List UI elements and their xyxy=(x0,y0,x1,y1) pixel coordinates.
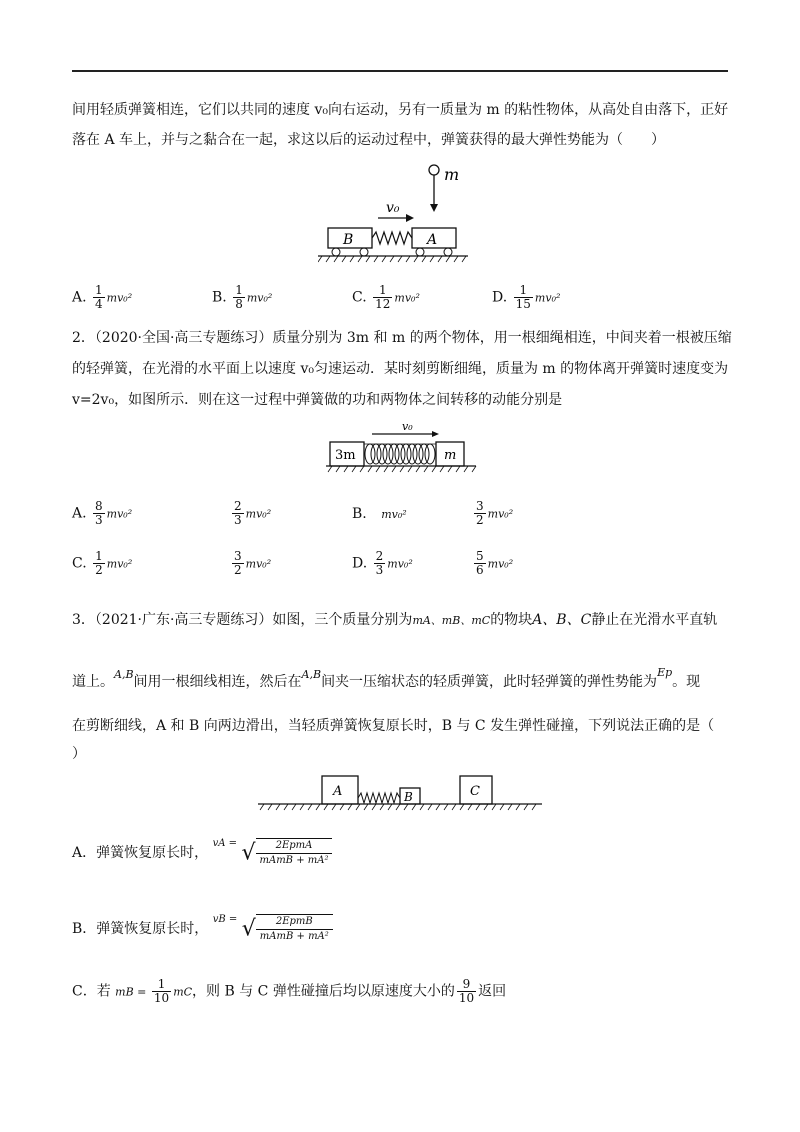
q2-option-a[interactable]: A. $\frac{8}{3}$ mv₀² xyxy=(72,499,133,527)
q3-figure xyxy=(258,772,548,816)
q2-line2: 的轻弹簧，在光滑的水平面上以速度 v₀匀速运动．某时刻剪断细绳，质量为 m 的物体离开弹簧时速度变为 xyxy=(72,361,729,377)
q2-option-d[interactable]: D. $\frac{2}{3}$ mv₀² xyxy=(352,549,413,577)
header-rule xyxy=(72,70,728,72)
q1-option-c[interactable]: C. $\frac{1}{12}$ mv₀² xyxy=(352,283,420,311)
q3-block-a-label: A xyxy=(333,784,343,799)
q3-block-b-label: B xyxy=(404,790,413,804)
q2-option-c-second: $\frac{3}{2}$ mv₀² xyxy=(234,549,272,577)
q1-velocity-label: v₀ xyxy=(386,200,400,216)
q3-option-b[interactable]: B．弹簧恢复原长时， vB = √ 2EpmB mAmB + mA² xyxy=(72,914,333,944)
q3-line2: 道上。$^{A,B}$间用一根细线相连，然后在$^{A,B}$间夹一压缩状态的轻质弹簧，此时轻弹簧的弹性势能为$^{Ep}$。现 xyxy=(72,666,701,690)
q1-option-b[interactable]: B. $\frac{1}{8}$ mv₀² xyxy=(212,283,273,311)
q3-block-c-label: C xyxy=(470,784,480,799)
q1-cart-a-label: A xyxy=(427,232,438,248)
q1-option-a[interactable]: A. $\frac{1}{4}$ mv₀² xyxy=(72,283,133,311)
q2-block-3m-label: 3m xyxy=(335,448,356,463)
q3-option-a[interactable]: A．弹簧恢复原长时， vA = √ 2EpmA mAmB + mA² xyxy=(72,838,332,868)
q1-figure xyxy=(318,160,478,270)
q2-velocity-label: v₀ xyxy=(402,420,413,433)
q2-line3: v=2v₀，如图所示．则在这一过程中弹簧做的功和两物体之间转移的动能分别是 xyxy=(72,392,563,408)
q2-figure xyxy=(326,416,486,486)
q2-option-c[interactable]: C. $\frac{1}{2}$ mv₀² xyxy=(72,549,133,577)
q2-option-b-second: $\frac{3}{2}$ mv₀² xyxy=(476,499,514,527)
q3-line1: 3．（2021·广东·高三专题练习）如图，三个质量分别为mA、mB、mC的物块A、B、C静止在光滑水平直轨 xyxy=(72,612,718,628)
q3-line3: 在剪断细线，A 和 B 向两边滑出，当轻质弹簧恢复原长时，B 与 C 发生弹性碰撞，下列说法正确的是（ xyxy=(72,718,715,734)
q1-line1: 间用轻质弹簧相连，它们以共同的速度 v₀向右运动，另有一质量为 m 的粘性物体，从高处自由落下，正好 xyxy=(72,102,729,118)
q1-line2: 落在 A 车上，并与之黏合在一起，求这以后的运动过程中，弹簧获得的最大弹性势能为（ ） xyxy=(72,132,666,148)
q1-cart-b-label: B xyxy=(343,232,354,248)
q2-option-a-second: $\frac{2}{3}$ mv₀² xyxy=(234,499,272,527)
q3-option-c[interactable]: C．若 mB = $\frac{1}{10}$ mC，则 B 与 C 弹性碰撞后均以原速度大小的 $\frac{9}{10}$ 返回 xyxy=(72,977,507,1005)
q2-option-b[interactable]: B. mv₀² xyxy=(352,506,407,522)
q2-line1: 2．（2020·全国·高三专题练习）质量分别为 3m 和 m 的两个物体，用一根细绳相连，中间夹着一根被压缩 xyxy=(72,330,732,346)
q1-option-d[interactable]: D. $\frac{1}{15}$ mv₀² xyxy=(492,283,561,311)
q3-line4: ） xyxy=(72,746,86,762)
q1-mass-label: m xyxy=(444,165,460,184)
q2-block-m-label: m xyxy=(444,448,457,463)
q2-option-d-second: $\frac{5}{6}$ mv₀² xyxy=(476,549,514,577)
